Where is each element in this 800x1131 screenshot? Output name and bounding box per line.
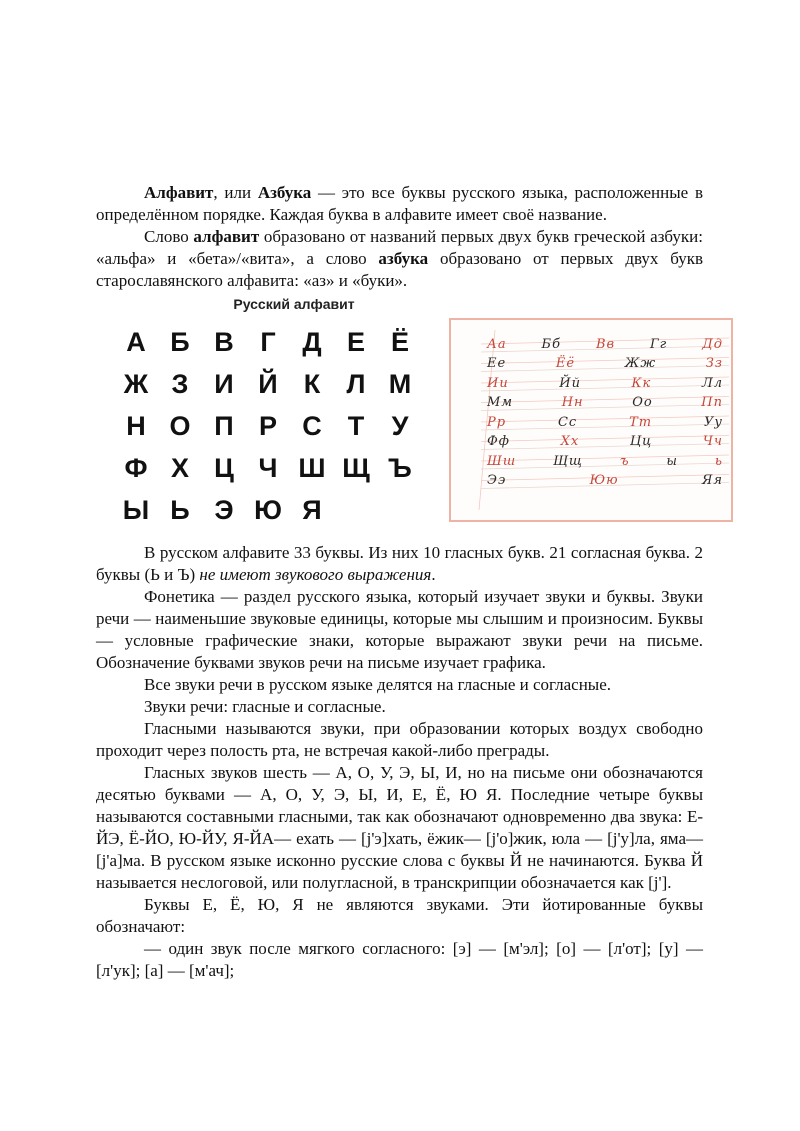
intro-paragraph [96,182,703,226]
cursive-row [487,334,723,354]
cursive-row [487,373,723,393]
alphabet-letter: Ч [258,452,278,483]
alphabet-letter: Е [346,326,365,357]
cursive-letter-pair: Сс [557,414,578,430]
alphabet-letter: К [303,368,321,399]
count-c: . [431,565,436,584]
cursive-letter-pair: Чч [702,434,723,449]
vowels-six-paragraph: Гласных звуков шесть — А, О, У, Э, Ы, И, но на письме они обозначаются десятью буквами — А, О, У, Э, Ы, И, Е, Ё, Ю Я. Последние четыре буквы называются составными гласными, так как обозначают одновременно два звука: Е-ЙЭ, Ё-ЙО, Ю-ЙУ, Я-ЙА— ехать — [j'э]хать, ёжик— [j'о]жик, юла — [j'у]ла, яма—[j'а]ма. В русском языке исконно русские слова с буквы Й не начинаются. Буква Й называется неслоговой, или полугласной, в транскрипции обозначается как [j']. [96,763,703,892]
cursive-letter-pair: Уу [704,414,723,430]
alphabet-letter: С [302,410,322,441]
cursive-letter-pair: Дд [702,336,723,352]
alphabet-letter: И [214,368,234,399]
cursive-letter-pair: ь [714,453,723,469]
cursive-letter-pair: Щщ [553,453,583,469]
alphabet-letter: В [214,326,234,357]
alphabet-letter: Ё [390,326,410,357]
cursive-letter-pair: Нн [561,395,584,410]
alphabet-letter: Л [346,368,366,399]
cursive-row [487,471,723,491]
cursive-letter-pair: Йй [559,375,581,391]
alphabet-letter: Б [170,326,190,357]
term-azbuka: Азбука [257,183,312,202]
alphabet-grid [114,321,422,531]
alphabet-letter: Щ [342,452,370,483]
cursive-letter-pair: Цц [629,434,653,449]
intro-rest: — это все буквы русского языка, расположенные в определённом порядке. Каждая буква в алфавите имеет своё название. [96,183,703,224]
alphabet-letter: Э [214,494,234,525]
alphabet-letter: Т [347,410,365,441]
cursive-letter-pair: Жж [624,356,657,371]
cursive-letter-pair: Мм [487,395,514,410]
etym-c: образовано от названий первых двух букв греческой азбуки: «альфа» и «бета»/«вита», а слово [96,227,703,268]
cursive-letter-pair: Пп [701,395,723,410]
alphabet-letter: П [214,410,234,441]
etym-e: образовано от первых двух букв старославянского алфавита: «аз» и «буки». [96,249,703,290]
one-sound-paragraph: — один звук после мягкого согласного: [э] — [м'эл]; [о] — [л'от]; [у] — [л'ук]; [а] — [м'ач]; [96,939,703,980]
count-a: В русском алфавите 33 буквы. Из них 10 гласных букв. 21 согласная буква. 2 буквы (Ь и Ъ) [96,543,703,584]
alphabet-letter: Д [302,326,322,357]
alphabet-letter: Ы [122,494,150,525]
alphabet-letter: З [171,368,189,399]
etym-b: алфавит [193,227,260,246]
cursive-letter-pair: Бб [541,336,562,352]
types-paragraph: Звуки речи: гласные и согласные. [144,697,386,716]
cursive-row [487,393,723,413]
cursive-alphabet-card [449,318,733,522]
cursive-letter-pair: ъ [619,453,630,469]
term-alphabet: Алфавит [144,183,214,202]
alphabet-letter: Й [258,368,278,399]
alphabet-letter: Я [302,494,322,525]
alphabet-letter: О [169,410,191,441]
cursive-letter-pair: Ее [487,356,507,371]
division-paragraph: Все звуки речи в русском языке делятся на гласные и согласные. [144,675,612,694]
cursive-letter-pair: Яя [701,473,723,488]
alphabet-letter: У [391,410,409,441]
etym-a: Слово [144,227,194,246]
alphabet-letter: Ю [254,494,282,525]
document-body [96,182,723,982]
intro-sep: , или [213,183,258,202]
alphabet-letter: Ш [298,452,326,483]
cursive-letter-pair: Фф [487,434,510,449]
cursive-letter-pair: Рр [487,414,507,430]
etym-d: азбука [378,249,429,268]
cursive-letter-pair: Ёё [555,356,576,371]
alphabet-letter: Х [170,452,189,483]
cursive-letter-pair: Ии [487,375,509,391]
cursive-letter-pair: Гг [650,336,668,352]
alphabet-letter: А [126,326,146,357]
cursive-letter-pair: Юю [589,473,619,488]
alphabet-letter: Ф [124,452,148,483]
cursive-letter-pair: Аа [487,336,507,352]
cursive-letter-pair: Шш [487,453,517,469]
vowels-definition-paragraph: Гласными называются звуки, при образовании которых воздух свободно проходит через полость рта, не встречая какой-либо преграды. [96,719,703,760]
cursive-letter-pair: Ээ [487,473,507,488]
cursive-letter-pair: ы [666,453,678,469]
cursive-letter-pair: Зз [705,356,723,371]
phonetics-paragraph: Фонетика — раздел русского языка, который изучает звуки и буквы. Звуки речи — наименьшие звуковые единицы, которые мы слышим и произносим. Буквы — условные графические знаки, которые выражают звуки речи на письме. Обозначение буквами звуков речи на письме изучает графика. [96,587,703,672]
alphabet-figure [96,296,723,536]
alphabet-letter: Ь [170,494,190,525]
alphabet-title: Русский алфавит [233,296,355,312]
alphabet-letter: Ъ [388,452,412,483]
cursive-letter-pair: Хх [560,434,580,449]
letter-count-paragraph [96,542,703,586]
etymology-paragraph [96,226,703,292]
alphabet-letter: Г [260,326,276,357]
cursive-row [487,354,723,374]
cursive-letter-pair: Тт [629,414,653,430]
alphabet-letter: Н [126,410,146,441]
cursive-row [487,432,723,452]
alphabet-letter: Р [258,410,277,441]
printed-alphabet [114,296,424,525]
alphabet-letter: Ж [123,368,149,399]
cursive-row [487,412,723,432]
cursive-letter-pair: Оо [632,395,653,410]
alphabet-letter: М [388,368,412,399]
count-italic: не имеют звукового выражения [199,565,432,584]
cursive-row [487,451,723,471]
cursive-letter-pair: Вв [595,336,616,352]
alphabet-letter: Ц [214,452,234,483]
cursive-letter-pair: Лл [701,375,723,391]
iotated-paragraph: Буквы Е, Ё, Ю, Я не являются звуками. Эти йотированные буквы обозначают: [96,895,703,936]
cursive-letter-pair: Кк [631,375,652,391]
